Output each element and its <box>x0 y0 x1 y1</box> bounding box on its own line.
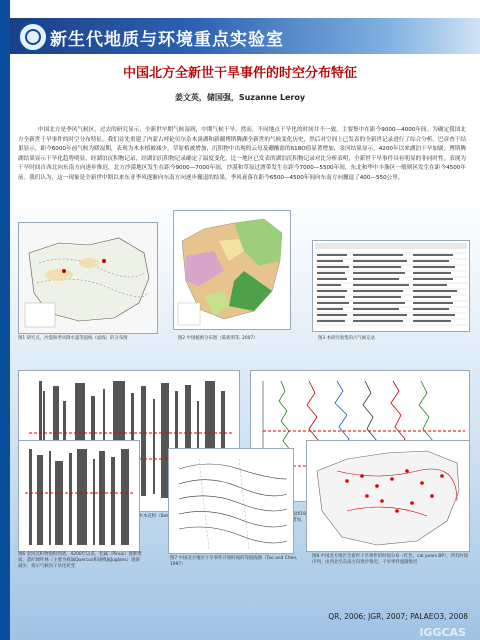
figure-7-isoline-map <box>168 448 294 554</box>
poster-authors: 姜文英，储国强，Suzanne Leroy <box>174 93 306 102</box>
figure-7-caption: 图7 中国北方地区干旱事件开始时间的等值线图（Tao and Chen, 1997） <box>170 556 298 567</box>
abstract-text: 中国北方是季风气候区，过去的研究显示，全新世早期气候湿润，中期气候干旱。然而，不同地点干旱化的时间并不一致。主要集中在距今9000—4000年间。为确定我国北方全新世干旱事件的时空分布特征，我们首先重建了内蒙古呼伦贝尔杂木岗湖和新疆博斯腾湖全新世的气候变化历史，然后对空间上已发表的全新世记录进行了综合分析。巴彦查干结果显示，距今6000年前气候为暖湿期，表现为木本植被减少，草原植被增加，沉积物中出现的云母及硼酸盐的δ18O值显著增加，金河结果显示，4200年以来湖泊干旱加剧；博斯腾湖结果显示干旱化趋势明显，经湖泊沉积物记录，经湖泊沉积物记录确定了温度变化，比一地区已发表的湖泊沉积物记录对比分析表明，全新世干旱事件具有明显的非同时性。表现为干旱时间自西北向东南方向逐步推迟，北方沙漠地区发生在距今9000—7000年间，沙漠和草原过渡带发生在距今7000—5500年间，东北和华中丰脂区一般则区发生在距今4500年前。我们认为，这一现象是全新世中期以来东亚季风逐渐向东南方向逐步撤退的结果，季风衰落在距今6500—4500年间向东南方向撤退了400—550公里。 <box>18 127 466 181</box>
figure-3-caption: 图3 本研究收集的古气候记录 <box>318 336 375 341</box>
footer-references: QR, 2006; JGR, 2007; PALAEO3, 2008 <box>328 612 468 621</box>
figure-8-caption: 图8 中国北方地区全新世干旱事件的时间分布（红色，cal years BP），所有时间序列，由西北至东南方向逐步推迟，干旱事件逐渐推迟 <box>312 554 469 565</box>
watermark: IGGCAS <box>419 626 466 639</box>
institute-logo-icon <box>18 22 48 52</box>
figure-1-caption: 图1 研究点、沙漠和季风降水量等值线（虚线）的分布图 <box>18 336 128 341</box>
figure-1-map <box>18 222 158 334</box>
lab-title: 新生代地质与环境重点实验室 <box>50 30 284 50</box>
vegetation-map <box>174 211 290 329</box>
figure-6-caption: 图6 金河沉积物孢粉图谱，4200年以来，松属（Pinus）逐渐增加，落叶阔叶林（主要为栎属Quercus和胡桃属Juglans）逐渐减少，指示气候向干旱化转变 <box>18 552 142 569</box>
drought-distribution-map <box>307 441 469 551</box>
study-site-map <box>19 223 157 333</box>
figure-2-caption: 图2 中国植被分布图（陈新明等, 2007） <box>178 336 258 341</box>
figure-6-pollen-diagram <box>18 440 140 552</box>
figure-2-vegetation-map <box>173 210 291 330</box>
figure-3-records-table <box>312 240 470 332</box>
records-table <box>313 241 469 331</box>
poster-title: 中国北方全新世干旱事件的时空分布特征 <box>122 66 357 81</box>
figure-8-distribution-map <box>306 440 470 552</box>
jinhe-pollen-diagram <box>19 441 139 551</box>
isoline-map <box>169 449 293 553</box>
